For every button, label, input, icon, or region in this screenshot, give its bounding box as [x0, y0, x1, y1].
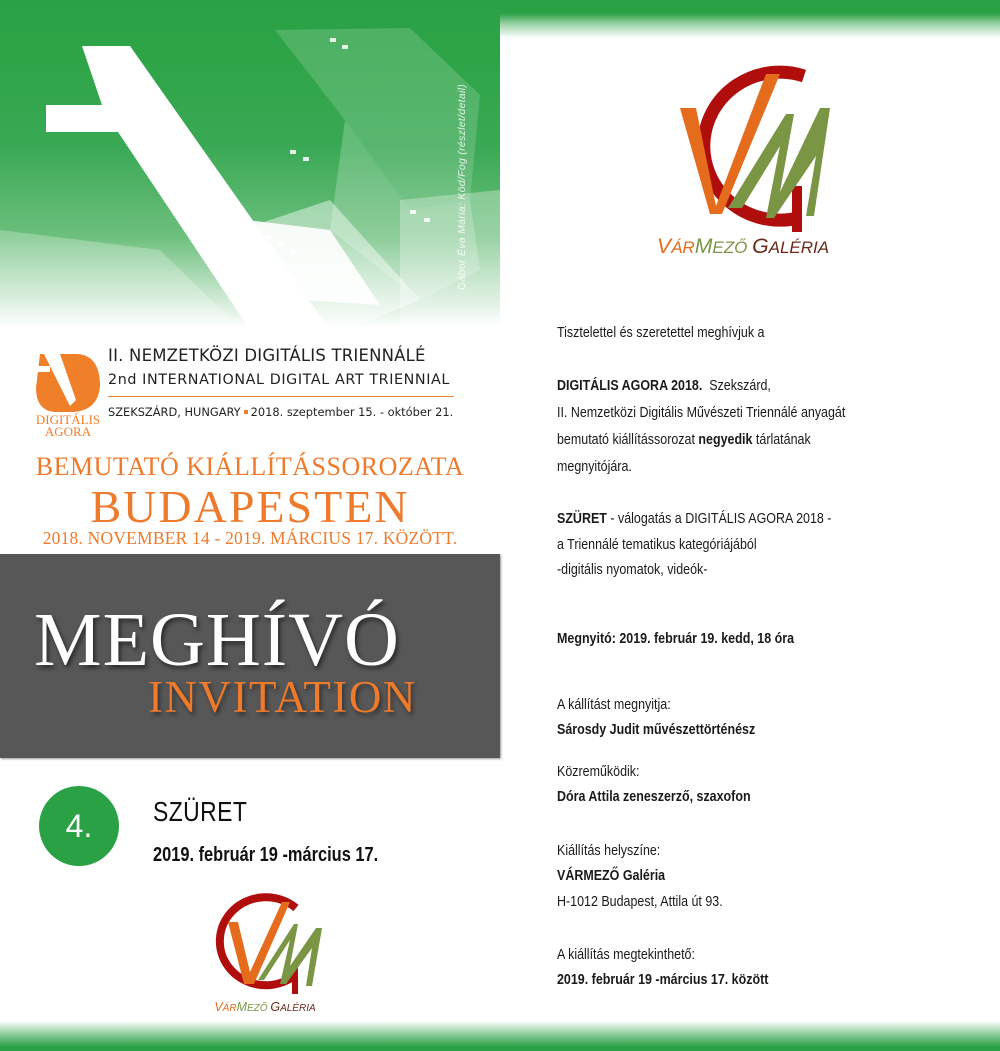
divider — [108, 396, 454, 397]
fractal-artwork-icon — [0, 0, 500, 328]
series-heading: BEMUTATÓ KIÁLLÍTÁSSOROZATA — [35, 452, 465, 481]
venue-address: H-1012 Budapest, Attila út 93. — [557, 894, 723, 910]
agora-leaf-icon — [34, 348, 104, 416]
event-title: SZÜRET — [153, 796, 248, 827]
description-line-1: II. Nemzetközi Digitális Művészeti Triennálé anyagát — [557, 405, 846, 421]
event-dates: 2019. február 19 -március 17. — [153, 844, 379, 866]
hero-artwork — [0, 0, 500, 328]
invitation-title-hu: MEGHÍVÓ — [34, 598, 400, 682]
performer: Dóra Attila zeneszerző, szaxofon — [557, 789, 751, 805]
event-number-badge: 4. — [39, 786, 119, 866]
top-green-band — [500, 0, 1000, 38]
varmezo-logo-large — [638, 46, 848, 259]
triennial-location-dates: SZEKSZÁRD, HUNGARY 2018. szeptember 15. - október 21. — [108, 405, 454, 419]
varmezo-name-small: VÁRMEZŐ GALÉRIA — [214, 1000, 316, 1014]
opened-by: Sárosdy Judit művészettörténész — [557, 722, 756, 738]
vm-monogram-icon — [638, 46, 848, 236]
description-line-2: bemutató kiállítássorozat negyedik tárlatának — [557, 432, 811, 448]
venue-name: VÁRMEZŐ Galéria — [557, 868, 666, 884]
vm-monogram-icon — [198, 888, 332, 998]
bottom-green-band — [0, 1021, 1000, 1051]
agora-logo-text: DIGITÁLIS AGORA — [35, 412, 101, 439]
varmezo-name-large: VÁRMEZŐ GALÉRIA — [656, 234, 830, 258]
venue-label: Kiállítás helyszíne: — [557, 843, 661, 859]
invitation-title-en: INVITATION — [148, 672, 417, 722]
event-name-line: DIGITÁLIS AGORA 2018. Szekszárd, — [557, 378, 771, 394]
triennial-title-hu: II. NEMZETKÖZI DIGITÁLIS TRIENNÁLÉ — [108, 346, 426, 365]
series-dates: 2018. NOVEMBER 14 - 2019. MÁRCIUS 17. KÖZÖTT. — [42, 528, 458, 548]
performer-label: Közreműködik: — [557, 764, 640, 780]
varmezo-logo-small — [198, 888, 332, 1014]
description-line-3: megnyitójára. — [557, 459, 632, 475]
szuret-line-3: -digitális nyomatok, videók- — [557, 562, 708, 578]
szuret-line-2: a Triennálé tematikus kategóriájából — [557, 537, 757, 553]
triennial-title-en: 2nd INTERNATIONAL DIGITAL ART TRIENNIAL — [108, 372, 450, 388]
opening-time: Megnyitó: 2019. február 19. kedd, 18 óra — [557, 631, 795, 647]
szuret-line-1: SZÜRET - válogatás a DIGITÁLIS AGORA 2018 - — [557, 511, 832, 527]
bullet-icon — [244, 410, 248, 414]
viewing-label: A kiállítás megtekinthető: — [557, 947, 695, 963]
greeting: Tisztelettel és szeretettel meghívjuk a — [557, 325, 765, 341]
opened-by-label: A kállítást megnyitja: — [557, 697, 671, 713]
series-city: BUDAPESTEN — [90, 481, 410, 532]
photo-credit: Gábor Éva Mária: Köd/Fog (részlet/detail) — [456, 83, 468, 290]
viewing-dates: 2019. február 19 -március 17. között — [557, 972, 769, 988]
